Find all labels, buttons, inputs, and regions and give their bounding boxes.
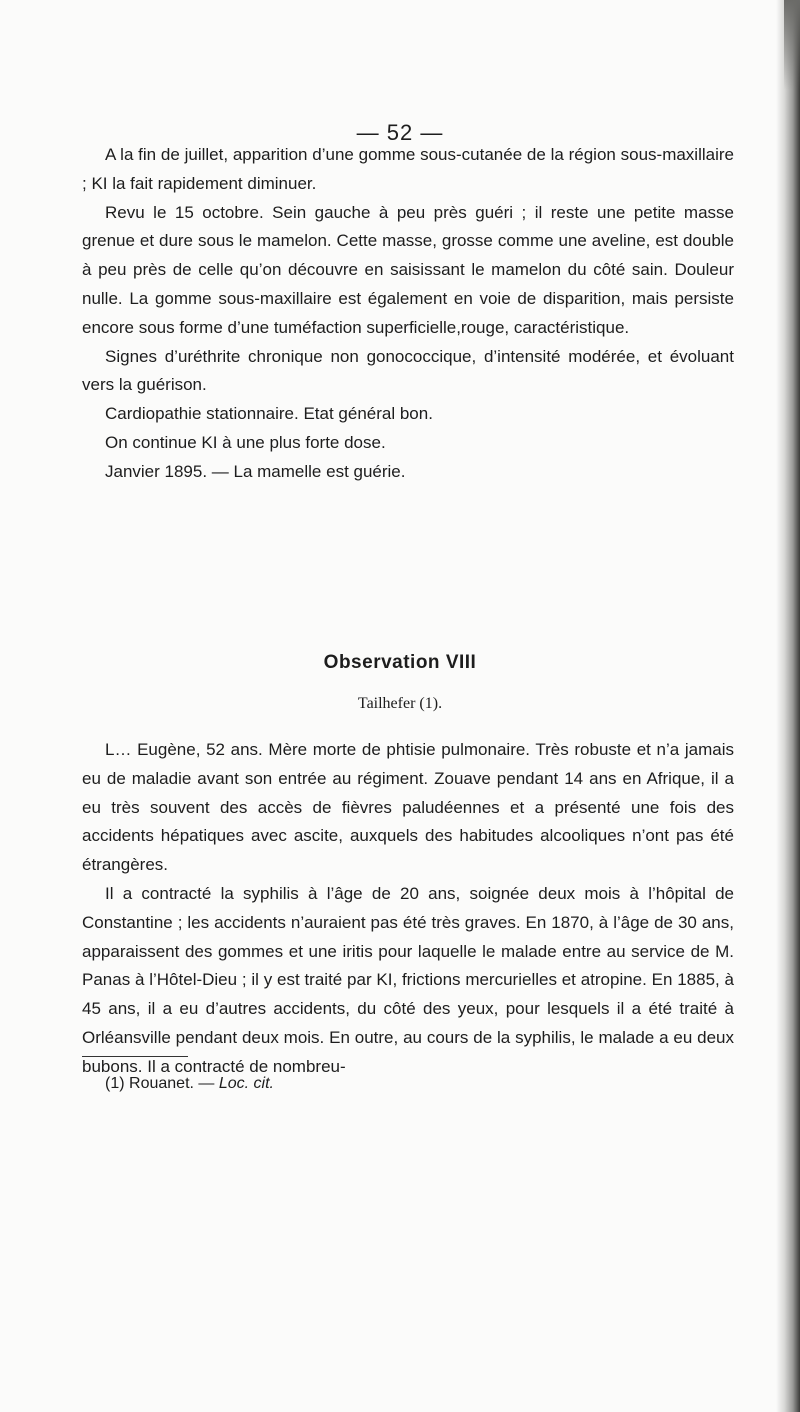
- paragraph: Cardiopathie stationnaire. Etat général bon.: [105, 404, 433, 424]
- observation-author: Tailhefer (1).: [357, 695, 443, 712]
- page-number: — 52 —: [356, 120, 444, 145]
- text-block-bottom: [82, 736, 734, 1082]
- text-block-top: [82, 141, 734, 487]
- paragraph: Janvier 1895. — La mamelle est guérie.: [105, 461, 406, 481]
- footnote-reference: Loc. cit.: [218, 1075, 274, 1092]
- observation-title: Observation VIII: [323, 652, 477, 673]
- paragraph: Il a contracté la syphilis à l’âge de 20 ans, soignée deux mois à l’hôpital de Constantine ; les accidents n’auraient pas été très graves. En 1870, à l’âge de 30 ans, apparaissent des gommes et une iritis pour laquelle le malade entre au service de M. Panas à l’Hôtel-Dieu ; il y est traité par KI, frictions mercurielles et atropine. En 1885, à 45 ans, il a eu d’autres accidents, du côté des yeux, pour lesquels il a été traité à Orléansville pendant deux mois. En outre, au cours de la syphilis, le malade a eu deux bubons. Il a contracté de nombreu-: [82, 883, 734, 1076]
- page-corner-shadow: [784, 0, 800, 90]
- footnote-rule: [82, 1056, 188, 1057]
- paragraph: L… Eugène, 52 ans. Mère morte de phtisie pulmonaire. Très robuste et n’a jamais eu de maladie avant son entrée au régiment. Zouave pendant 14 ans en Afrique, il a eu très souvent des accès de fièvres paludéennes et a présenté une fois des accidents hépatiques avec ascite, auxquels des habitudes alcooliques n’ont pas été étrangères.: [82, 740, 734, 875]
- footnote-author: Rouanet. —: [129, 1075, 215, 1092]
- paragraph: A la fin de juillet, apparition d’une gomme sous-cutanée de la région sous-maxillaire ; KI la fait rapidement diminuer.: [82, 145, 734, 193]
- footnote-marker: (1): [105, 1075, 125, 1092]
- paragraph: On continue KI à une plus forte dose.: [105, 432, 386, 452]
- footnote: [105, 1075, 274, 1093]
- paragraph: Signes d’uréthrite chronique non gonococcique, d’intensité modérée, et évoluant vers la guérison.: [82, 346, 734, 395]
- paragraph: Revu le 15 octobre. Sein gauche à peu près guéri ; il reste une petite masse grenue et dure sous le mamelon. Cette masse, grosse comme une aveline, est double à peu près de celle qu’on découvre en saisissant le mamelon du côté sain. Douleur nulle. La gomme sous-maxillaire est également en voie de disparition, mais persiste encore sous forme d’une tuméfaction superficielle,rouge, caractéristique.: [82, 202, 734, 337]
